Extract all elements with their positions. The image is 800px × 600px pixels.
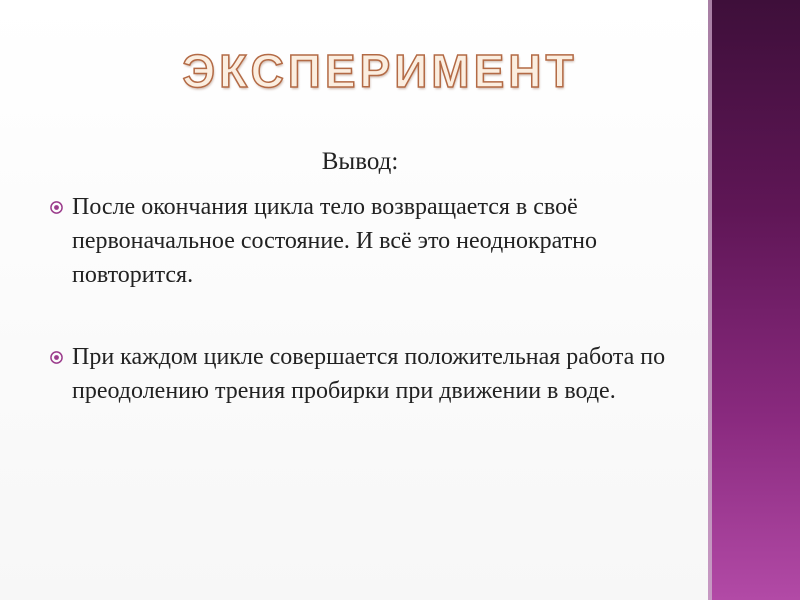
bullet-item bbox=[44, 190, 684, 292]
bullet-item bbox=[44, 340, 684, 408]
slide-title: ЭКСПЕРИМЕНТ bbox=[182, 45, 578, 97]
bullet-text: После окончания цикла тело возвращается в своё первоначальное состояние. И всё это неоднократно повторится. bbox=[72, 194, 598, 288]
bullet-list bbox=[44, 190, 684, 408]
conclusion-heading: Вывод: bbox=[321, 148, 399, 175]
bullet-text: При каждом цикле совершается положительная работа по преодолению трения пробирки при движении в воде. bbox=[72, 344, 666, 404]
circle-target-bullet-icon bbox=[50, 351, 63, 364]
circle-target-bullet-icon bbox=[50, 201, 63, 214]
